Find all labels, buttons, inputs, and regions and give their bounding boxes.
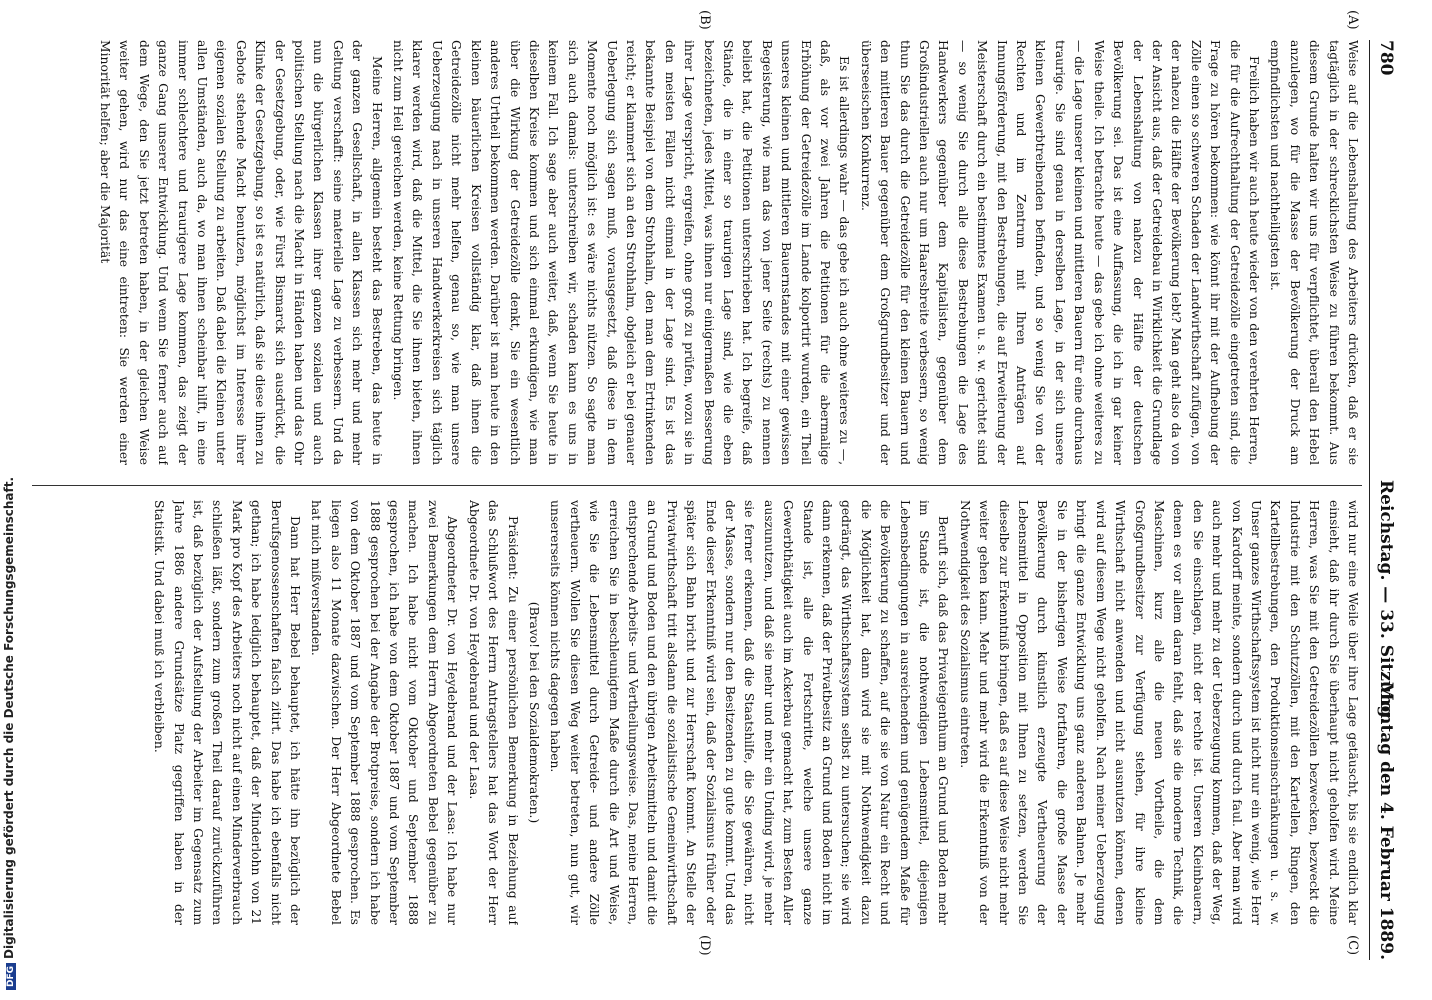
applause-note: (Bravo! bei den Sozialdemokraten.) xyxy=(526,601,541,824)
paragraph: Beruft sich, daß das Privateigenthum an Grund und Boden mehr im Stande ist, die nothwendigen Lebensmittel, diejenigen Lebensbedingungen in ausreichendem und genügendem Maße für die Bevölkerung zu schaffen, auf die sie von Natur ein Recht und die Möglichkeit hat, dann wird sie mit Nothwendigkeit dazu gedrängt, das Wirthschaftssystem selbst zu untersuchen; sie wird dann erkennen, daß der Privatbesitz an Grund und Boden nicht im Stande ist, alle die Fortschritte, welche unsere ganze Gewerbthätigkeit auch im Ackerbau gemacht hat, zum Besten Aller auszunutzen, und daß sie mehr und mehr ein Unding wird, je mehr sie ferner erkennen, daß die Staatshilfe, die Sie gewähren, nicht der Masse, sondern nur den Besitzenden zu gute kommt. Und das Ende dieser Erkenntniß wird sein, daß der Sozialismus früher oder später sich Bahn bricht und zur Herrschaft kommt. An Stelle der Privatwirthschaft tritt alsdann die sozialistische Gemeinwirthschaft an Grund und Boden und den übrigen Arbeitsmitteln und damit die entsprechende Arbeits- und Vertheilungsweise. Das, meine Herren, erreichen Sie in beschleunigtem Maße durch die Art und Weise, wie Sie die Lebensmittel durch Getreide- und andere Zölle vertheuern. Wollen Sie diesen Weg weiter betreten, nun gut, wir unsererseits können nichts dagegen haben. xyxy=(548,500,951,925)
paragraph: Es ist allerdings wahr — das gebe ich auch ohne weiteres zu —, daß, als vor zwei Jahren die Petitionen für die abermalige Erhöhung der Getreidezölle im Lande kolportirt wurden, ein Theil unseres kleinen und mittleren Bauernstandes mit einer gewissen Begeisterung, wie man das von jener Seite (rechts) zu nennen beliebt hat, die Petitionen unterschrieben hat. Ich begreife, daß Stände, die in einer so traurigen Lage sind, wie die eben bezeichneten, jedes Mittel, was ihnen nur einigermaßen Besserung ihrer Lage verspricht, ergreifen, ohne groß zu prüfen, wozu sie in den meisten Fällen nicht einmal in der Lage sind. Es ist das bekannte Beispiel von dem Strohhalm, den man dem Ertrinkenden reicht; er klammert sich an den Strohhalm, obgleich er bei genauer Ueberlegung sich sagen muß, vorausgesetzt, daß diese in dem Momente noch möglich ist: es wäre nichts nützen. So sagte man sich auch damals: unterschreiben wir, schaden kann es uns in keinem Fall. Ich sage aber auch weiter, daß, wenn Sie heute in dieselben Kreise kommen und sich einmal erkundigen, wie man über die Wirkung der Getreidezölle denkt, Sie ein wesentlich anderes Urtheil bekommen werden. Darüber ist man heute in den kleinen bäuerlichen Kreisen vollständig klar, daß ihnen die Getreidezölle nicht mehr helfen, genau so, wie man unsere Ueberzeugung nach in unseren Handwerkerkreisen sich täglich klarer werden wird, daß die Mittel, die Sie ihnen bieten, ihnen nicht zum Heil gereichen werden, keine Rettung bringen. xyxy=(391,40,852,465)
margin-marker-a: (A) xyxy=(1345,10,1360,30)
digitization-credit-strip xyxy=(0,0,18,1000)
page-header xyxy=(1369,40,1400,960)
paragraph: Freilich haben wir auch heute wieder von den verehrten Herren, die für die Aufrechthaltung der Getreidezölle eingetreten sind, die Frage zu hören bekommen: wie könnt ihr mit der Aufhebung der Zölle einen so schweren Schaden der Landwirthschaft zufügen, von der nahezu die Hälfte der Bevölkerung lebt? Man geht also da von der Ansicht aus, daß der Getreidebau in Wirklichkeit die Grundlage der Lebenshaltung von nahezu der Hälfte der deutschen Bevölkerung sei. Das ist eine Auffassung, die ich in gar keiner Weise theile. Ich betrachte heute — das gebe ich ohne weiteres zu — die Lage unserer kleinen und mittleren Bauern für eine durchaus traurige. Sie sind genau in derselben Lage, in der sich unsere kleinen Gewerbtreibenden befinden, und so wenig Sie von der Rechten und im Zentrum mit Ihren Anträgen auf Innungsförderung, mit den Bestrebungen, die auf Erweiterung der Meisterschaft durch ein bestimmtes Examen u. s. w. gerichtet sind — so wenig Sie durch alle diese Bestrebungen die Lage des Handwerkers gegenüber dem Kapitalisten, gegenüber dem Großindustriellen auch nur um Haaresbreite verbessern, so wenig thun Sie das durch die Getreidezölle für den kleinen Bauern und den mittleren Bauer gegenüber dem Großgrundbesitzer und der überseeischen Konkurrenz. xyxy=(858,40,1261,465)
margin-marker-b: (B) xyxy=(697,10,712,30)
column-divider xyxy=(32,485,1362,486)
margin-marker-c: (C) xyxy=(1345,935,1360,956)
session-date: Montag den 4. Februar 1889. xyxy=(1376,681,1396,960)
left-text-column xyxy=(42,40,1362,465)
digitization-credit xyxy=(2,90,16,990)
paragraph: Dann hat Herr Bebel behauptet, ich hätte ihn bezüglich der Berufsgenossenschaften falsch zitirt. Das habe ich ebenfalls nicht gethan; ich habe lediglich behauptet, daß der Minderlohn von 21 Mark pro Kopf des Arbeiters noch nicht auf einen Minderverbrauch schließen läßt, sondern zum großen Theil darauf zurückzuführen ist, daß bezüglich der Aufstellung der Arbeiter im Gegensatz zum Jahre 1886 andere Grundsätze Platz gegriffen haben in der Statistik. Und dabei muß ich verbleiben. xyxy=(152,500,303,925)
credit-text: Digitalisierung gefördert durch die Deutsche Forschungsgemeinschaft. xyxy=(2,476,16,959)
page-number: 780 xyxy=(1376,40,1396,76)
margin-marker-d: (D) xyxy=(697,935,712,956)
paragraph: Meine Herren, allgemein besteht das Bestreben, das heute in der ganzen Gesellschaft, in allen Klassen sich mehr und mehr Geltung verschafft: seine materielle Lage zu verbessern. Und da nun die bürgerlichen Klassen ihrer ganzen sozialen und auch politischen Stellung nach die Macht in Händen haben und das Ohr der Gesetzgebung, oder, wie Fürst Bismarck sich ausdrückt, die Klinke der Gesetzgebung, so ist es natürlich, daß sie diese ihnen zu Gebote stehende Macht benutzen, möglichst im Interesse ihrer eigenen sozialen Stellung zu arbeiten. Daß dabei die Kleinen unter allen Umständen, auch da, wo man ihnen scheinbar hilft, in eine immer schlechtere und traurigere Lage kommen, das zeigt der ganze Gang unserer Entwicklung. Und wenn Sie ferner auch auf dem Wege, den Sie jetzt betreten haben, in der gleichen Weise weiter gehen, wird nur das eine eintreten: Sie werden einer Minorität helfen; aber die Majorität xyxy=(98,40,384,465)
paragraph: Weise auf die Lebenshaltung des Arbeiters drücken, daß er sie tagtäglich in der schrecklichsten Weise zu führen bekommt. Aus diesem Grunde halten wir uns für verpflichtet, überall den Hebel anzulegen, wo für die Masse der Bevölkerung der Druck am empfindlichsten und nachtheiligsten ist. xyxy=(1268,40,1360,465)
paragraph: wird nur eine Weile über ihre Lage getäuscht, bis sie endlich klar einsieht, daß ihr durch Sie überhaupt nicht geholfen wird. Meine Herren, was Sie mit den Getreidezöllen bezwecken, bezweckt die Industrie mit den Schutzzöllen, mit den Kartellen, Ringen, den Kartellbestrebungen, den Produktionseinschränkungen u. s. w. Unser ganzes Wirthschaftssystem ist nicht nur ein wenig, wie Herr von Kardorff meinte, sondern durch und durch faul. Aber man wird auch mehr und mehr zu der Ueberzeugung kommen, daß der Weg, den Sie einschlagen, nicht der rechte ist. Unseren Kleinbauern, denen es vor allem daran fehlt, daß sie die moderne Technik, die Maschinen, kurz alle die neuen Vortheile, die dem Großgrundbesitzer zur Verfügung stehen, für ihre kleine Wirthschaft nicht anwenden und nicht ausnutzen können, denen wird auf diesem Wege nicht geholfen. Nach meiner Ueberzeugung bringt die ganze Entwicklung uns ganz anderen Bahnen. Je mehr Sie in der bisherigen Weise fortfahren, die große Masse der Bevölkerung durch künstlich erzeugte Vertheuerung der Lebensmittel in Opposition mit Ihnen zu setzen, werden Sie dieselbe zur Erkenntniß bringen, daß es auf diese Weise nicht mehr weiter gehen kann. Mehr und mehr wird die Erkenntniß von der Nothwendigkeit des Sozialismus eintreten. xyxy=(957,500,1360,925)
dfg-logo: DFG xyxy=(6,963,16,990)
rotated-document-page xyxy=(12,0,1412,990)
paragraph: Präsident: Zu einer persönlichen Bemerkung in Beziehung auf das Schlußwort des Herrn Antragstellers hat das Wort der Herr Abgeordnete Dr. von Heydebrand und der Lasa. xyxy=(466,500,520,925)
paragraph: Abgeordneter Dr. von Heydebrand und der Lasa: Ich habe nur zwei Bemerkungen dem Herrn Abgeordneten Bebel gegenüber zu machen. Ich habe nicht vom Oktober und September 1888 gesprochen, ich habe von dem Oktober 1887 und vom September 1888 gesprochen bei der Angabe der Brotpreise, sondern ich habe von dem Oktober 1887 und vom September 1888 gesprochen. Es liegen also 11 Monate dazwischen. Der Herr Abgeordnete Bebel hat mich mißverstanden. xyxy=(309,500,460,925)
right-text-column xyxy=(42,500,1362,925)
session-title: Reichstag. — 33. Sitzung. xyxy=(1376,480,1396,724)
